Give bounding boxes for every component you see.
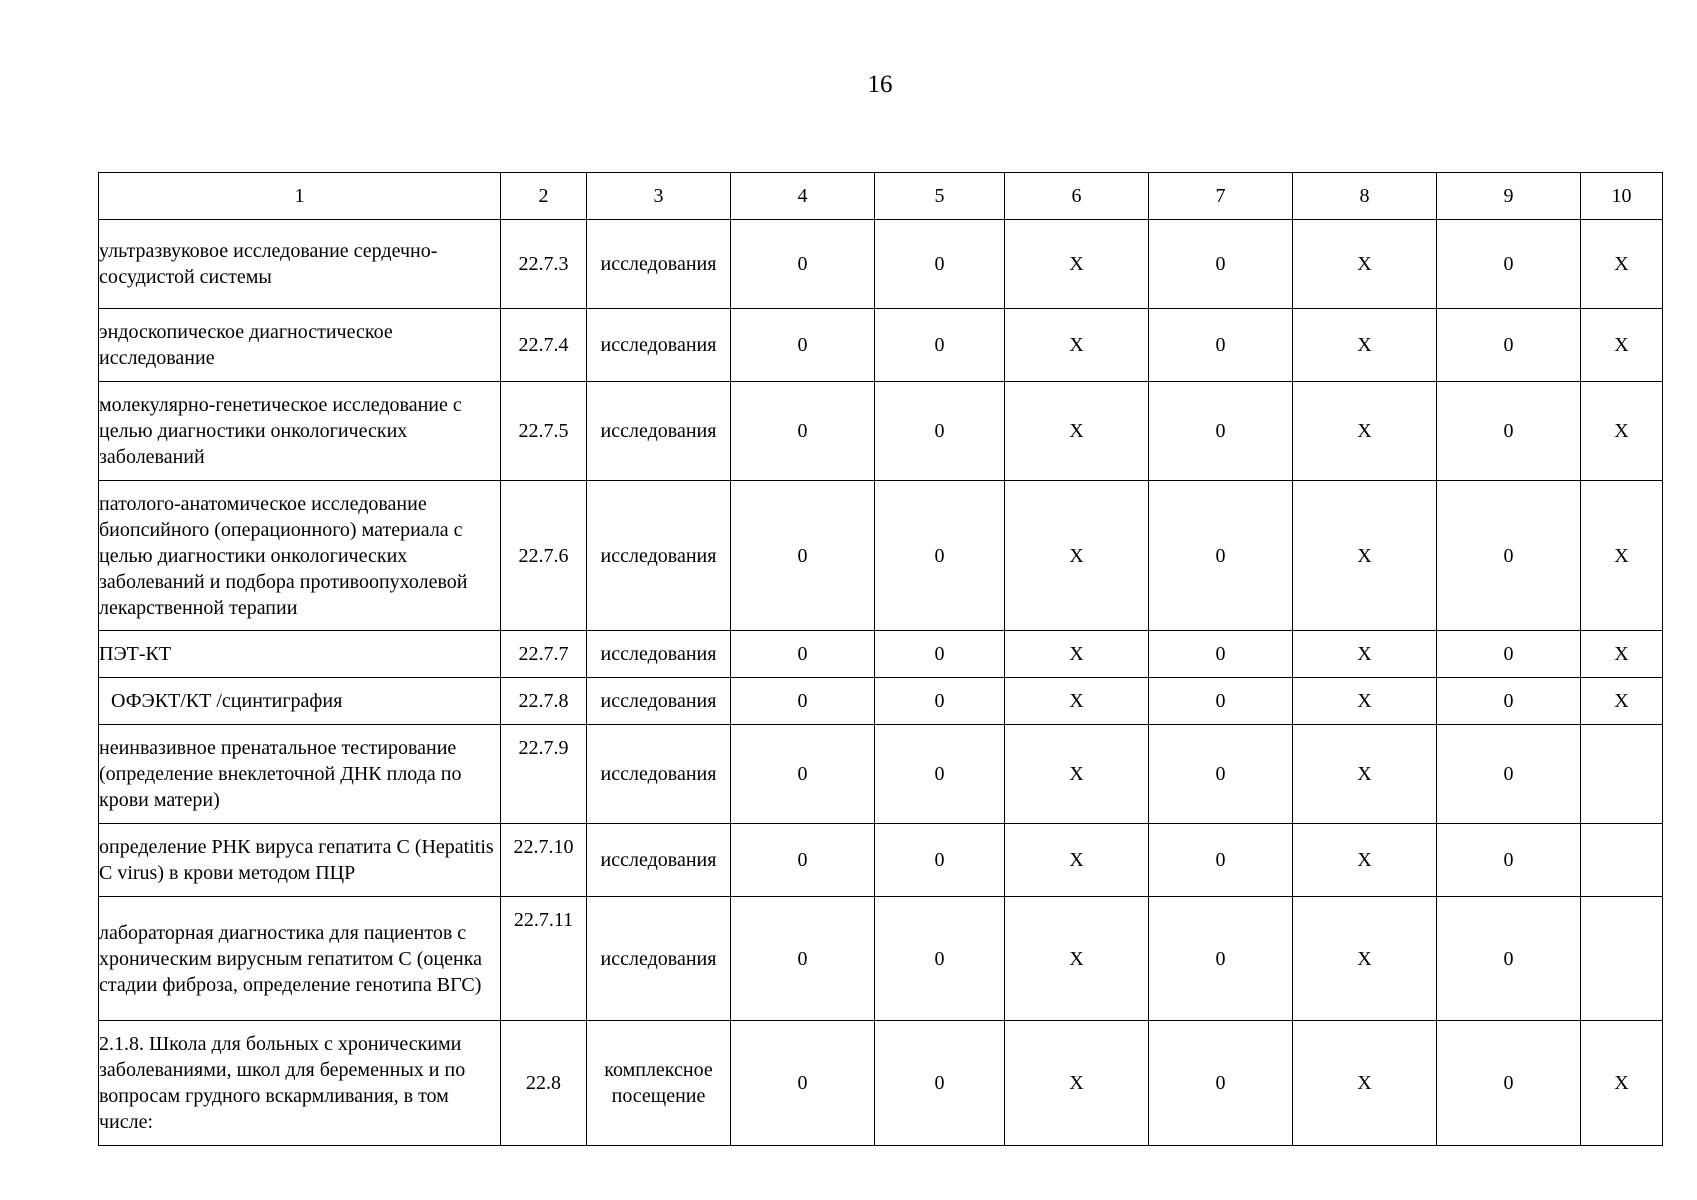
table-row bbox=[99, 382, 1663, 481]
row-unit: исследования bbox=[587, 897, 731, 1021]
cell-value: Х bbox=[1293, 824, 1437, 897]
row-code: 22.7.7 bbox=[501, 631, 587, 678]
row-name: эндоскопическое диагностическое исследование bbox=[99, 309, 501, 382]
row-name: ОФЭКТ/КТ /сцинтиграфия bbox=[99, 678, 501, 725]
row-unit: исследования bbox=[587, 481, 731, 631]
column-header: 10 bbox=[1581, 173, 1663, 220]
cell-value: Х bbox=[1005, 382, 1149, 481]
cell-value: 0 bbox=[1437, 1021, 1581, 1146]
column-header: 2 bbox=[501, 173, 587, 220]
cell-value: 0 bbox=[875, 897, 1005, 1021]
column-header: 7 bbox=[1149, 173, 1293, 220]
row-unit: исследования bbox=[587, 824, 731, 897]
cell-value: Х bbox=[1293, 220, 1437, 309]
cell-value: 0 bbox=[875, 220, 1005, 309]
cell-value: 0 bbox=[731, 824, 875, 897]
cell-value: 0 bbox=[875, 1021, 1005, 1146]
cell-value: 0 bbox=[1437, 309, 1581, 382]
cell-value bbox=[1581, 824, 1663, 897]
cell-value bbox=[1581, 897, 1663, 1021]
cell-value: 0 bbox=[1437, 678, 1581, 725]
row-name: молекулярно-генетическое исследование с целью диагностики онкологических заболеваний bbox=[99, 382, 501, 481]
row-unit: исследования bbox=[587, 220, 731, 309]
row-unit: исследования bbox=[587, 382, 731, 481]
header-row bbox=[99, 173, 1663, 220]
cell-value: 0 bbox=[1437, 631, 1581, 678]
cell-value: Х bbox=[1005, 481, 1149, 631]
row-code: 22.7.11 bbox=[501, 897, 587, 1021]
cell-value: 0 bbox=[875, 631, 1005, 678]
cell-value: 0 bbox=[875, 678, 1005, 725]
cell-value: 0 bbox=[875, 824, 1005, 897]
row-unit: исследования bbox=[587, 631, 731, 678]
column-header: 6 bbox=[1005, 173, 1149, 220]
row-code: 22.7.9 bbox=[501, 725, 587, 824]
cell-value: 0 bbox=[1149, 678, 1293, 725]
row-name: ПЭТ-КТ bbox=[99, 631, 501, 678]
cell-value: Х bbox=[1581, 678, 1663, 725]
row-code: 22.7.6 bbox=[501, 481, 587, 631]
row-unit: исследования bbox=[587, 309, 731, 382]
column-header: 3 bbox=[587, 173, 731, 220]
table-row bbox=[99, 1021, 1663, 1146]
table-row bbox=[99, 309, 1663, 382]
row-code: 22.7.4 bbox=[501, 309, 587, 382]
cell-value: Х bbox=[1005, 824, 1149, 897]
cell-value: 0 bbox=[875, 309, 1005, 382]
row-unit: исследования bbox=[587, 678, 731, 725]
cell-value: 0 bbox=[731, 1021, 875, 1146]
cell-value: 0 bbox=[731, 309, 875, 382]
cell-value: 0 bbox=[1437, 382, 1581, 481]
cell-value: 0 bbox=[875, 382, 1005, 481]
cell-value: 0 bbox=[1149, 481, 1293, 631]
cell-value: Х bbox=[1293, 382, 1437, 481]
cell-value: 0 bbox=[731, 382, 875, 481]
cell-value: Х bbox=[1005, 725, 1149, 824]
table-row bbox=[99, 631, 1663, 678]
table-row bbox=[99, 678, 1663, 725]
cell-value: 0 bbox=[1437, 220, 1581, 309]
table-row bbox=[99, 220, 1663, 309]
cell-value: Х bbox=[1581, 220, 1663, 309]
cell-value: 0 bbox=[1149, 631, 1293, 678]
cell-value: 0 bbox=[731, 631, 875, 678]
data-table bbox=[98, 172, 1663, 1146]
cell-value: Х bbox=[1293, 725, 1437, 824]
cell-value: 0 bbox=[1437, 897, 1581, 1021]
column-header: 8 bbox=[1293, 173, 1437, 220]
cell-value: Х bbox=[1581, 631, 1663, 678]
column-header: 9 bbox=[1437, 173, 1581, 220]
row-name: неинвазивное пренатальное тестирование (определение внеклеточной ДНК плода по крови матери) bbox=[99, 725, 501, 824]
row-name: 2.1.8. Школа для больных с хроническими заболеваниями, школ для беременных и по вопросам грудного вскармливания, в том числе: bbox=[99, 1021, 501, 1146]
cell-value: Х bbox=[1581, 481, 1663, 631]
table-row bbox=[99, 824, 1663, 897]
cell-value: 0 bbox=[875, 481, 1005, 631]
cell-value: Х bbox=[1005, 897, 1149, 1021]
cell-value: 0 bbox=[731, 220, 875, 309]
cell-value: 0 bbox=[731, 678, 875, 725]
cell-value: 0 bbox=[731, 897, 875, 1021]
cell-value: 0 bbox=[1149, 309, 1293, 382]
cell-value: 0 bbox=[1149, 382, 1293, 481]
cell-value: Х bbox=[1293, 309, 1437, 382]
page-number: 16 bbox=[867, 71, 893, 98]
cell-value: Х bbox=[1581, 309, 1663, 382]
cell-value: Х bbox=[1005, 309, 1149, 382]
cell-value: Х bbox=[1293, 481, 1437, 631]
row-name: лабораторная диагностика для пациентов с хроническим вирусным гепатитом С (оценка стадии фиброза, определение генотипа ВГС) bbox=[99, 897, 501, 1021]
column-header: 5 bbox=[875, 173, 1005, 220]
cell-value: 0 bbox=[1437, 481, 1581, 631]
cell-value: Х bbox=[1005, 678, 1149, 725]
cell-value: 0 bbox=[1437, 725, 1581, 824]
cell-value: Х bbox=[1581, 382, 1663, 481]
table-row bbox=[99, 897, 1663, 1021]
cell-value: 0 bbox=[1149, 220, 1293, 309]
cell-value: 0 bbox=[1149, 824, 1293, 897]
cell-value: 0 bbox=[1437, 824, 1581, 897]
row-code: 22.8 bbox=[501, 1021, 587, 1146]
row-name: ультразвуковое исследование сердечно-сосудистой системы bbox=[99, 220, 501, 309]
table-row bbox=[99, 725, 1663, 824]
cell-value: 0 bbox=[875, 725, 1005, 824]
cell-value: Х bbox=[1005, 220, 1149, 309]
row-name: патолого-анатомическое исследование биопсийного (операционного) материала с целью диагностики онкологических заболеваний и подбора противоопухолевой лекарственной терапии bbox=[99, 481, 501, 631]
column-header: 4 bbox=[731, 173, 875, 220]
cell-value: 0 bbox=[731, 481, 875, 631]
table-row bbox=[99, 481, 1663, 631]
row-code: 22.7.5 bbox=[501, 382, 587, 481]
row-unit: комплексное посещение bbox=[587, 1021, 731, 1146]
cell-value: 0 bbox=[1149, 1021, 1293, 1146]
row-unit: исследования bbox=[587, 725, 731, 824]
cell-value: 0 bbox=[1149, 897, 1293, 1021]
cell-value: Х bbox=[1293, 1021, 1437, 1146]
row-code: 22.7.8 bbox=[501, 678, 587, 725]
column-header: 1 bbox=[99, 173, 501, 220]
cell-value: Х bbox=[1005, 631, 1149, 678]
row-code: 22.7.10 bbox=[501, 824, 587, 897]
cell-value bbox=[1581, 725, 1663, 824]
cell-value: 0 bbox=[1149, 725, 1293, 824]
row-code: 22.7.3 bbox=[501, 220, 587, 309]
cell-value: Х bbox=[1293, 897, 1437, 1021]
cell-value: Х bbox=[1005, 1021, 1149, 1146]
cell-value: Х bbox=[1293, 631, 1437, 678]
row-name: определение РНК вируса гепатита С (Hepatitis C virus) в крови методом ПЦР bbox=[99, 824, 501, 897]
cell-value: Х bbox=[1293, 678, 1437, 725]
cell-value: Х bbox=[1581, 1021, 1663, 1146]
cell-value: 0 bbox=[731, 725, 875, 824]
